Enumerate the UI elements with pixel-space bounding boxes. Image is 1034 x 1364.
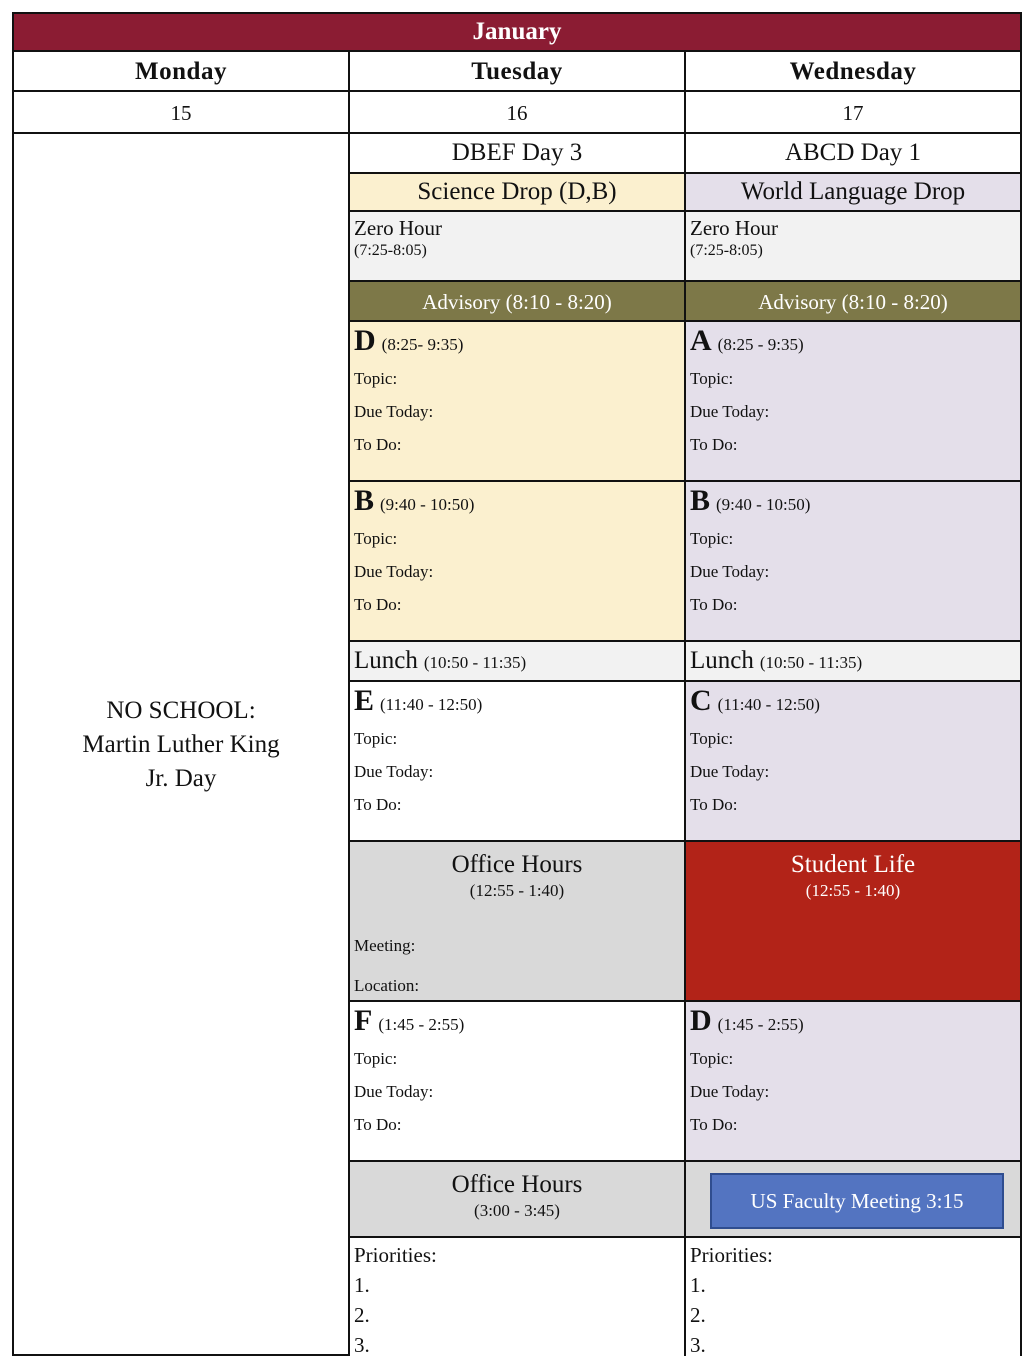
lunch-title: Lunch (690, 647, 754, 674)
to-do-label: To Do: (354, 435, 402, 454)
period-time: (8:25 - 9:35) (717, 335, 804, 354)
priority-item: 2. (354, 1303, 370, 1327)
tuesday-period-4 (350, 1000, 684, 1162)
due-today-label: Due Today: (354, 562, 434, 581)
due-today-label: Due Today: (354, 762, 434, 781)
student-life-title: Student Life (790, 851, 916, 878)
office-hours-title: Office Hours (451, 851, 583, 878)
period-time: (1:45 - 2:55) (378, 1015, 465, 1034)
tuesday-period-2 (350, 480, 684, 642)
zero-hour-title: Zero Hour (354, 216, 443, 240)
topic-label: Topic: (690, 369, 734, 388)
topic-label: Topic: (690, 1049, 734, 1068)
no-school-note: NO SCHOOL: Martin Luther King Jr. Day (82, 697, 280, 792)
lunch-time: (10:50 - 11:35) (759, 653, 863, 672)
priority-item: 3. (690, 1333, 706, 1357)
to-do-label: To Do: (690, 595, 738, 614)
lunch-title: Lunch (354, 647, 418, 674)
wednesday-advisory: Advisory (8:10 - 8:20) (686, 280, 1020, 322)
period-time: (8:25- 9:35) (381, 335, 464, 354)
wednesday-zero-hour (686, 210, 1020, 280)
date-tuesday: 16 (350, 90, 684, 132)
to-do-label: To Do: (354, 595, 402, 614)
meeting-label: Meeting: (354, 936, 416, 955)
period-letter: E (354, 684, 375, 717)
month-title: January (14, 14, 1020, 50)
to-do-label: To Do: (690, 1115, 738, 1134)
period-letter: B (354, 484, 375, 517)
to-do-label: To Do: (690, 795, 738, 814)
topic-label: Topic: (354, 729, 398, 748)
monday-no-school (14, 132, 348, 1356)
priority-item: 2. (690, 1303, 706, 1327)
wednesday-period-4 (686, 1000, 1020, 1162)
tuesday-zero-hour (350, 210, 684, 280)
due-today-label: Due Today: (354, 1082, 434, 1101)
tuesday-advisory: Advisory (8:10 - 8:20) (350, 280, 684, 322)
tuesday-priorities (350, 1236, 684, 1356)
period-letter: B (690, 484, 711, 517)
priority-item: 1. (690, 1273, 706, 1297)
priority-item: 1. (354, 1273, 370, 1297)
tuesday-lunch (350, 640, 684, 682)
tuesday-office-hours-2 (350, 1160, 684, 1238)
due-today-label: Due Today: (690, 762, 770, 781)
period-letter: A (690, 324, 712, 357)
tuesday-day-label: DBEF Day 3 (350, 132, 684, 172)
tuesday-office-hours-1 (350, 840, 684, 1002)
location-label: Location: (354, 976, 420, 995)
priorities-title: Priorities: (354, 1243, 437, 1267)
tuesday-drop: Science Drop (D,B) (350, 172, 684, 210)
due-today-label: Due Today: (354, 402, 434, 421)
zero-hour-time: (7:25-8:05) (354, 242, 427, 259)
student-life-time: (12:55 - 1:40) (805, 881, 901, 900)
column-divider (684, 50, 686, 1356)
period-time: (11:40 - 12:50) (380, 695, 483, 714)
wednesday-priorities (686, 1236, 1020, 1356)
wednesday-day-label: ABCD Day 1 (686, 132, 1020, 172)
due-today-label: Due Today: (690, 1082, 770, 1101)
office-hours-time: (12:55 - 1:40) (469, 881, 565, 900)
period-time: (1:45 - 2:55) (717, 1015, 804, 1034)
date-monday: 15 (14, 90, 348, 132)
wednesday-lunch (686, 640, 1020, 682)
wednesday-period-1 (686, 320, 1020, 482)
period-time: (9:40 - 10:50) (380, 495, 475, 514)
due-today-label: Due Today: (690, 402, 770, 421)
priority-item: 3. (354, 1333, 370, 1357)
topic-label: Topic: (354, 529, 398, 548)
due-today-label: Due Today: (690, 562, 770, 581)
office-hours-time: (3:00 - 3:45) (474, 1201, 560, 1220)
office-hours-title: Office Hours (451, 1171, 583, 1198)
topic-label: Topic: (690, 729, 734, 748)
faculty-meeting-badge[interactable]: US Faculty Meeting 3:15 (710, 1173, 1004, 1229)
day-header-tuesday: Tuesday (350, 50, 684, 90)
wednesday-drop: World Language Drop (686, 172, 1020, 210)
column-divider (348, 50, 350, 1356)
tuesday-period-1 (350, 320, 684, 482)
tuesday-period-3 (350, 680, 684, 842)
calendar-grid (12, 12, 1022, 1356)
period-letter: D (690, 1004, 712, 1037)
lunch-time: (10:50 - 11:35) (423, 653, 527, 672)
topic-label: Topic: (690, 529, 734, 548)
wednesday-period-3 (686, 680, 1020, 842)
wednesday-student-life (686, 840, 1020, 1002)
zero-hour-title: Zero Hour (690, 216, 779, 240)
topic-label: Topic: (354, 369, 398, 388)
priorities-title: Priorities: (690, 1243, 773, 1267)
day-header-wednesday: Wednesday (686, 50, 1020, 90)
period-letter: D (354, 324, 376, 357)
to-do-label: To Do: (354, 795, 402, 814)
date-wednesday: 17 (686, 90, 1020, 132)
period-time: (11:40 - 12:50) (717, 695, 820, 714)
zero-hour-time: (7:25-8:05) (690, 242, 763, 259)
period-letter: C (690, 684, 712, 717)
topic-label: Topic: (354, 1049, 398, 1068)
to-do-label: To Do: (354, 1115, 402, 1134)
day-header-monday: Monday (14, 50, 348, 90)
period-letter: F (354, 1004, 373, 1037)
period-time: (9:40 - 10:50) (716, 495, 811, 514)
wednesday-period-2 (686, 480, 1020, 642)
to-do-label: To Do: (690, 435, 738, 454)
